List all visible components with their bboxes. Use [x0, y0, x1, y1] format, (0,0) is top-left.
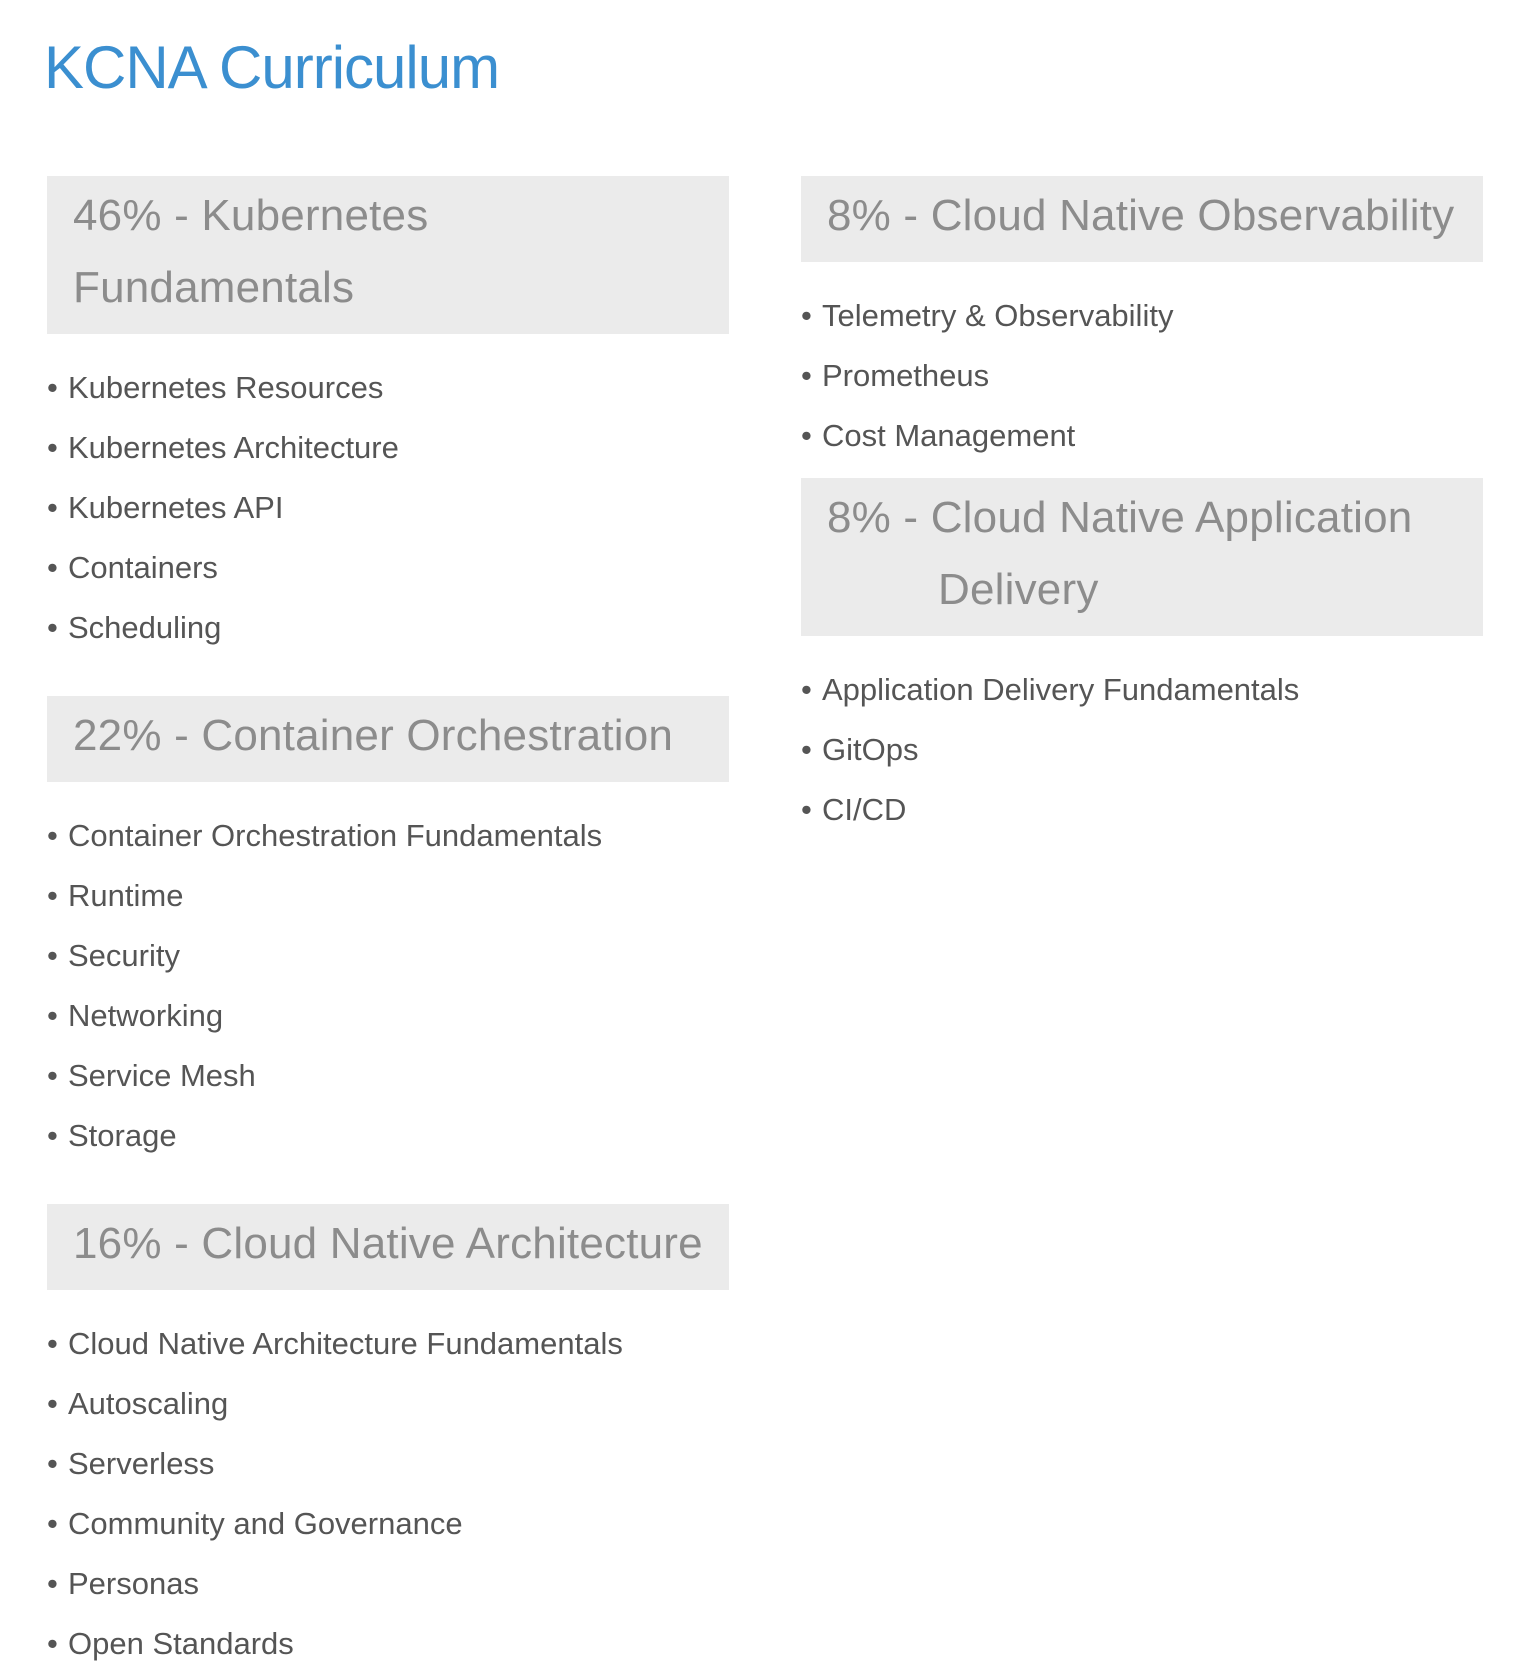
list-item: • Security	[47, 926, 729, 986]
section-cloud-native-application-delivery	[801, 478, 1483, 840]
left-column	[47, 176, 729, 1674]
list-item: • Serverless	[47, 1434, 729, 1494]
topic-list	[47, 1314, 729, 1674]
list-item: • Cloud Native Architecture Fundamentals	[47, 1314, 729, 1374]
section-container-orchestration	[47, 696, 729, 1166]
section-cloud-native-architecture	[47, 1204, 729, 1674]
list-item: • Community and Governance	[47, 1494, 729, 1554]
section-heading: 22% - Container Orchestration	[47, 696, 729, 782]
section-heading: 8% - Cloud Native Application Delivery	[801, 478, 1483, 636]
list-item: • Cost Management	[801, 406, 1483, 466]
list-item: • Containers	[47, 538, 729, 598]
list-item: • Telemetry & Observability	[801, 286, 1483, 346]
list-item: • Scheduling	[47, 598, 729, 658]
list-item: • Service Mesh	[47, 1046, 729, 1106]
section-cloud-native-observability	[801, 176, 1483, 466]
list-item: • Kubernetes Resources	[47, 358, 729, 418]
topic-list	[801, 660, 1483, 840]
list-item: • Autoscaling	[47, 1374, 729, 1434]
list-item: • Container Orchestration Fundamentals	[47, 806, 729, 866]
section-heading: 46% - Kubernetes Fundamentals	[47, 176, 729, 334]
list-item: • Personas	[47, 1554, 729, 1614]
list-item: • Storage	[47, 1106, 729, 1166]
right-column	[801, 176, 1483, 840]
list-item: • Open Standards	[47, 1614, 729, 1674]
topic-list	[801, 286, 1483, 466]
list-item: • Networking	[47, 986, 729, 1046]
list-item: • Runtime	[47, 866, 729, 926]
topic-list	[47, 806, 729, 1166]
section-heading: 8% - Cloud Native Observability	[801, 176, 1483, 262]
list-item: • GitOps	[801, 720, 1483, 780]
section-kubernetes-fundamentals	[47, 176, 729, 658]
list-item: • Kubernetes Architecture	[47, 418, 729, 478]
list-item: • CI/CD	[801, 780, 1483, 840]
page-title: KCNA Curriculum	[44, 34, 500, 101]
list-item: • Application Delivery Fundamentals	[801, 660, 1483, 720]
list-item: • Kubernetes API	[47, 478, 729, 538]
topic-list	[47, 358, 729, 658]
list-item: • Prometheus	[801, 346, 1483, 406]
section-heading: 16% - Cloud Native Architecture	[47, 1204, 729, 1290]
